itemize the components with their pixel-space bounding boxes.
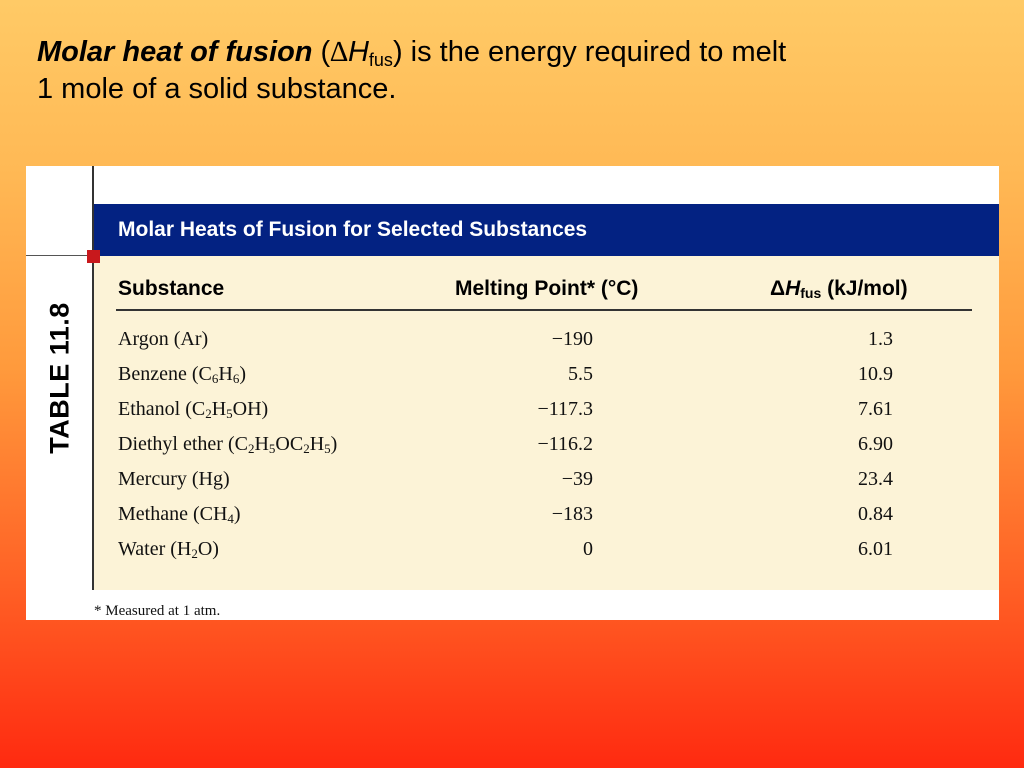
heat-of-fusion-cell: 6.01 [858,538,893,560]
header-underline [116,309,972,311]
column-header-substance: Substance [118,277,225,300]
headline [37,34,997,108]
heat-of-fusion-cell: 0.84 [858,503,893,525]
substance-cell: Diethyl ether $(C_2H_5OC_2H_5)$ [118,433,338,456]
table-row [0,538,1000,573]
table-tab-divider [26,255,94,256]
column-header-heat-of-fusion [770,277,908,301]
substance-cell: Ethanol $(C_2H_5OH)$ [118,398,269,421]
substance-cell: Water $(H_2O)$ [118,538,219,561]
table-title: Molar Heats of Fusion for Selected Substances [94,204,999,256]
heat-of-fusion-cell: 23.4 [858,468,893,490]
table-row [0,398,1000,433]
footnote: * Measured at 1 atm. [94,603,221,619]
substance-cell: Mercury (Hg) [118,468,230,490]
heat-of-fusion-cell: 6.90 [858,433,893,455]
melting-point-cell: −116.2 [537,433,593,455]
headline-open-paren: ( [312,36,331,68]
table-row [0,468,1000,503]
headline-delta-symbol: ∆ [330,36,348,68]
melting-point-cell: 0 [583,538,593,560]
red-square-marker [87,250,100,263]
header-fus-subscript: fus [800,285,822,301]
headline-h-symbol: H [347,36,369,68]
melting-point-cell: −39 [561,468,593,490]
substance-cell: Methane $(CH_4)$ [118,503,241,526]
heat-of-fusion-cell: 7.61 [858,398,893,420]
table-row [0,328,1000,363]
melting-point-cell: 5.5 [568,363,593,385]
heat-of-fusion-cell: 1.3 [868,328,893,350]
column-header-melting-point: Melting Point* (°C) [455,277,639,300]
table-row [0,363,1000,398]
header-delta-symbol: Δ [770,277,786,300]
melting-point-cell: −183 [551,503,593,525]
header-h-symbol: H [785,277,801,300]
melting-point-cell: −117.3 [537,398,593,420]
table-tab-label: TABLE 11.8 [44,302,75,454]
header-unit: (kJ/mol) [821,277,908,300]
headline-term: Molar heat of fusion [37,36,313,68]
headline-line1-rest: ) is the energy required to melt [392,36,787,68]
headline-fus-subscript: fus [368,50,393,70]
substance-cell: Benzene $(C_6H_6)$ [118,363,246,386]
table-row [0,433,1000,468]
substance-cell: Argon (Ar) [118,328,209,350]
melting-point-cell: −190 [551,328,593,350]
headline-line2: 1 mole of a solid substance. [37,73,397,105]
heat-of-fusion-cell: 10.9 [858,363,893,385]
table-row [0,503,1000,538]
